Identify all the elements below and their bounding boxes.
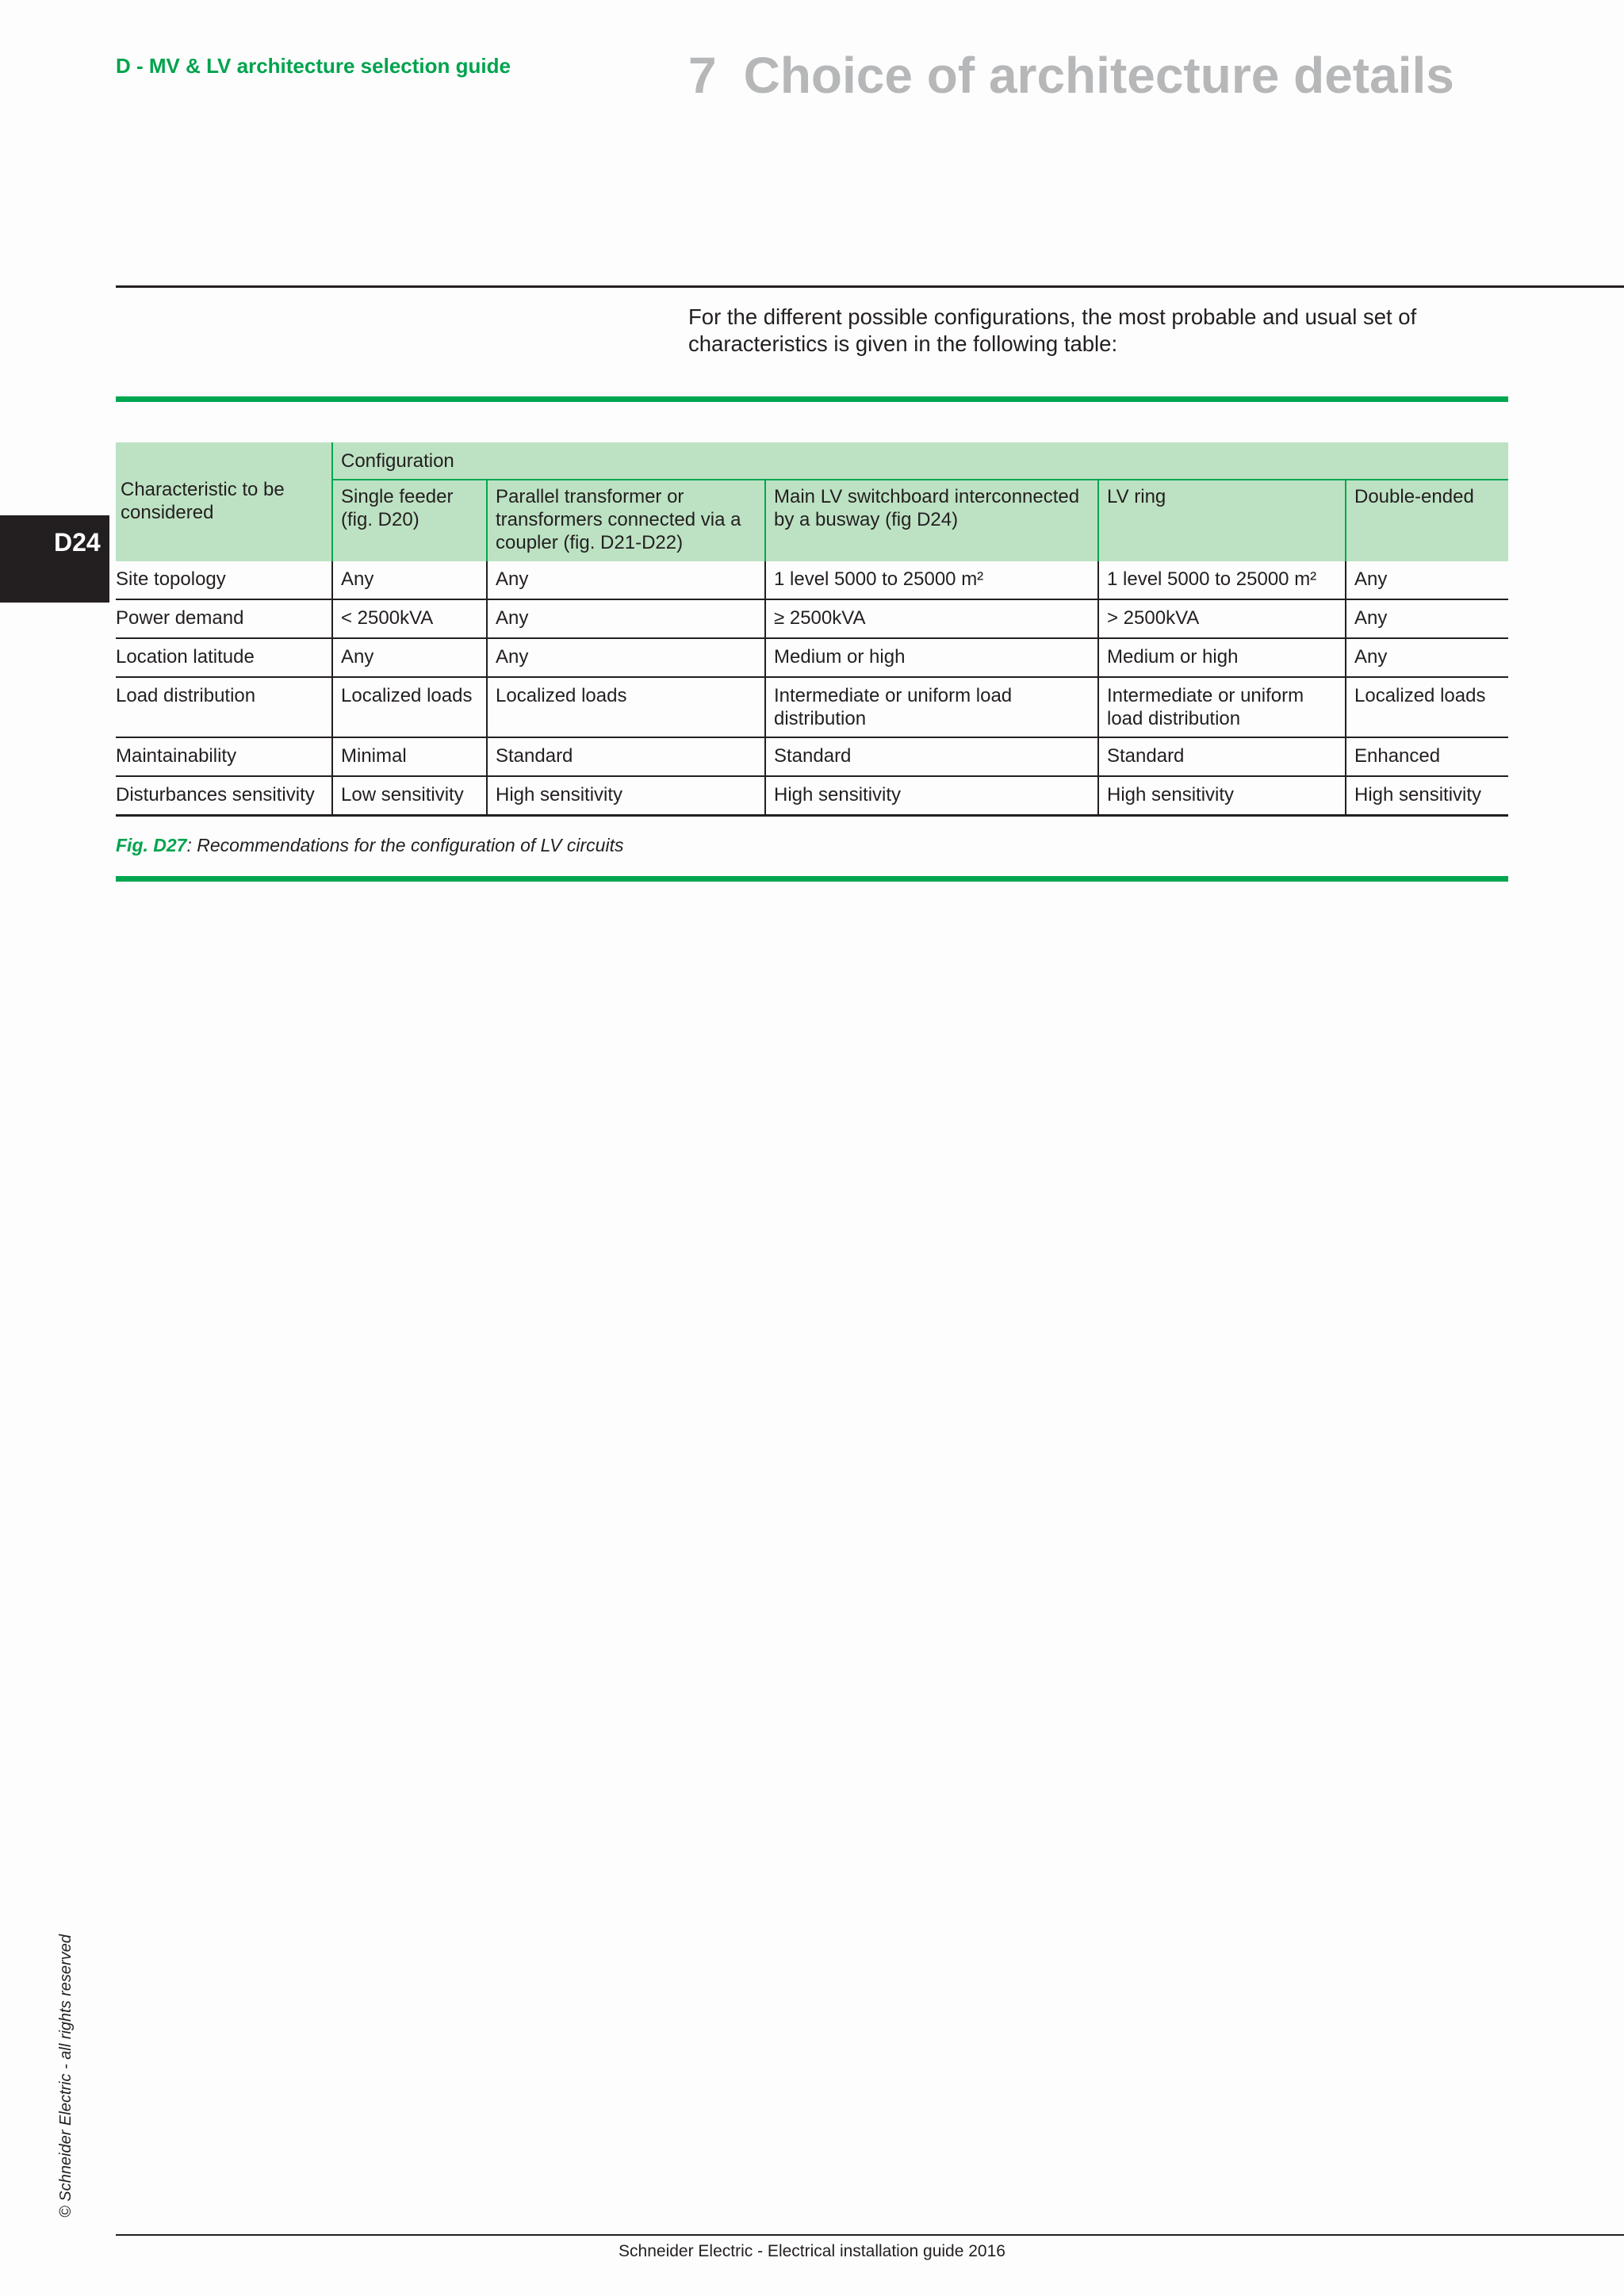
configuration-table-wrap bbox=[116, 442, 1508, 817]
table-cell: Any bbox=[487, 599, 765, 638]
table-cell: Intermediate or uniform load distribution bbox=[1098, 677, 1346, 737]
table-cell: > 2500kVA bbox=[1098, 599, 1346, 638]
row-label: Load distribution bbox=[116, 677, 332, 737]
table-cell: ≥ 2500kVA bbox=[765, 599, 1098, 638]
table-cell: Localized loads bbox=[487, 677, 765, 737]
table-cell: Enhanced bbox=[1346, 737, 1508, 776]
table-row bbox=[116, 599, 1508, 638]
table-header-row bbox=[116, 442, 1508, 480]
section-label: D - MV & LV architecture selection guide bbox=[116, 54, 511, 78]
configuration-table bbox=[116, 442, 1508, 817]
table-cell: Intermediate or uniform load distribution bbox=[765, 677, 1098, 737]
table-cell: Any bbox=[332, 561, 487, 599]
table-cell: < 2500kVA bbox=[332, 599, 487, 638]
table-cell: High sensitivity bbox=[1098, 776, 1346, 816]
table-cell: Localized loads bbox=[1346, 677, 1508, 737]
table-cell: Minimal bbox=[332, 737, 487, 776]
figure-caption bbox=[116, 835, 623, 856]
table-cell: Low sensitivity bbox=[332, 776, 487, 816]
table-cell: Medium or high bbox=[765, 638, 1098, 677]
table-cell: Standard bbox=[765, 737, 1098, 776]
header-rule bbox=[116, 285, 1624, 288]
chapter-title bbox=[688, 46, 1454, 105]
table-cell: Any bbox=[487, 638, 765, 677]
column-header-main-lv-switchboard: Main LV switchboard interconnected by a busway (fig D24) bbox=[765, 480, 1098, 561]
row-label: Disturbances sensitivity bbox=[116, 776, 332, 816]
figure-caption-text: : Recommendations for the configuration of LV circuits bbox=[186, 835, 624, 855]
table-cell: 1 level 5000 to 25000 m² bbox=[1098, 561, 1346, 599]
row-label: Location latitude bbox=[116, 638, 332, 677]
green-divider-bottom bbox=[116, 876, 1508, 882]
column-header-parallel-transformer: Parallel transformer or transformers connected via a coupler (fig. D21-D22) bbox=[487, 480, 765, 561]
table-cell: Standard bbox=[487, 737, 765, 776]
green-divider-top bbox=[116, 396, 1508, 402]
table-row bbox=[116, 737, 1508, 776]
characteristic-header: Characteristic to be considered bbox=[116, 442, 332, 561]
table-row bbox=[116, 638, 1508, 677]
table-row bbox=[116, 561, 1508, 599]
configuration-header: Configuration bbox=[332, 442, 1508, 480]
row-label: Site topology bbox=[116, 561, 332, 599]
table-cell: Any bbox=[1346, 561, 1508, 599]
copyright-notice: © Schneider Electric - all rights reserved bbox=[57, 1934, 75, 2218]
table-cell: High sensitivity bbox=[1346, 776, 1508, 816]
table-cell: 1 level 5000 to 25000 m² bbox=[765, 561, 1098, 599]
footer-rule bbox=[116, 2234, 1624, 2236]
footer-text: Schneider Electric - Electrical installation guide 2016 bbox=[619, 2242, 1005, 2260]
table-cell: High sensitivity bbox=[765, 776, 1098, 816]
table-cell: Any bbox=[1346, 638, 1508, 677]
column-header-single-feeder: Single feeder (fig. D20) bbox=[332, 480, 487, 561]
table-cell: Any bbox=[1346, 599, 1508, 638]
column-header-double-ended: Double-ended bbox=[1346, 480, 1508, 561]
table-cell: High sensitivity bbox=[487, 776, 765, 816]
table-cell: Standard bbox=[1098, 737, 1346, 776]
figure-number: Fig. D27 bbox=[116, 835, 187, 855]
chapter-title-text: Choice of architecture details bbox=[743, 47, 1454, 104]
row-label: Power demand bbox=[116, 599, 332, 638]
page-number: D24 bbox=[54, 528, 101, 557]
table-cell: Medium or high bbox=[1098, 638, 1346, 677]
table-cell: Any bbox=[487, 561, 765, 599]
table-row bbox=[116, 677, 1508, 737]
column-header-lv-ring: LV ring bbox=[1098, 480, 1346, 561]
chapter-number: 7 bbox=[688, 47, 717, 104]
row-label: Maintainability bbox=[116, 737, 332, 776]
intro-paragraph: For the different possible configurations, the most probable and usual set of characteristics is given in the following table: bbox=[688, 304, 1417, 356]
table-row bbox=[116, 776, 1508, 816]
table-cell: Any bbox=[332, 638, 487, 677]
page-tab bbox=[0, 515, 109, 603]
table-cell: Localized loads bbox=[332, 677, 487, 737]
